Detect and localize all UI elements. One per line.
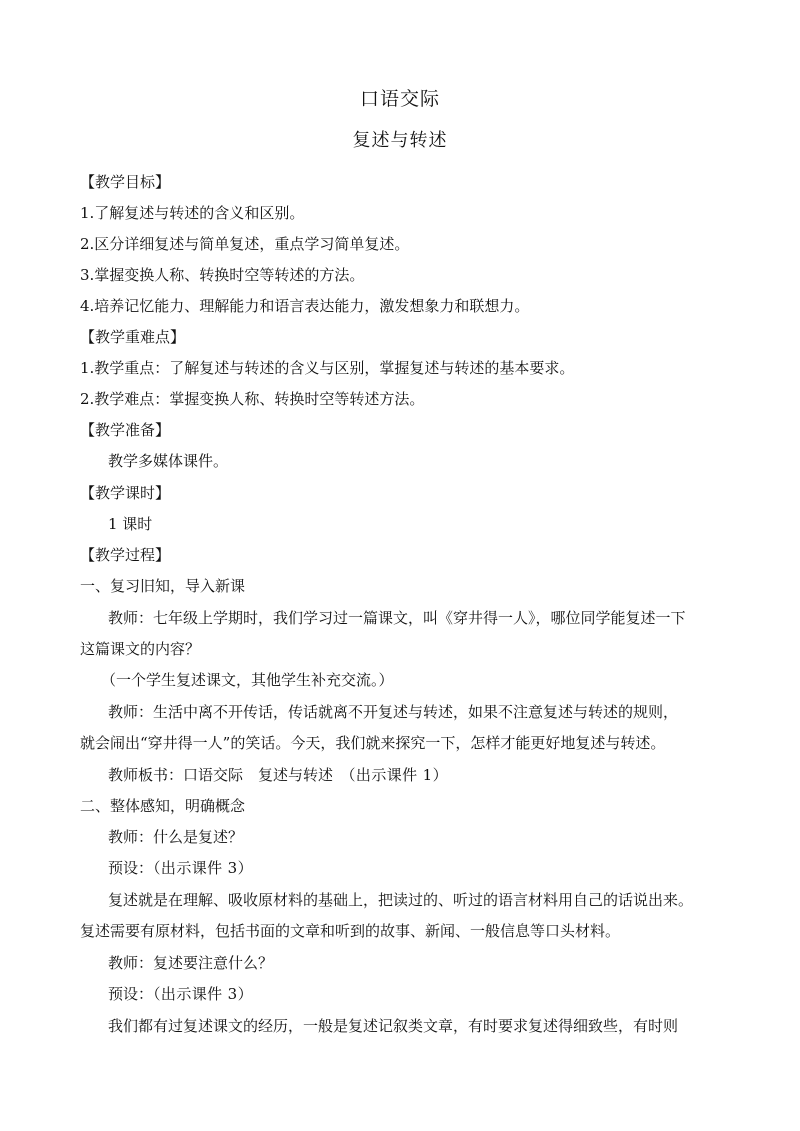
document-title: 口语交际 [359, 88, 440, 110]
section-heading-keypoints: 【教学重难点】 [80, 328, 186, 346]
paragraph-line [108, 984, 253, 1004]
paragraph-line: 复述需要有原材料，包括书面的文章和听到的故事、新闻、一般信息等口头材料。 [80, 922, 621, 940]
slide-reference: （出示课件 1） [348, 766, 449, 784]
paragraph-line [108, 765, 448, 785]
step-heading: 二、整体感知，明确概念 [80, 797, 246, 815]
paragraph-line: 我们都有过复述课文的经历，一般是复述记叙类文章，有时要求复述得细致些，有时则 [108, 1017, 679, 1035]
paragraph-line: 教师：生活中离不开传话，传话就离不开复述与转述，如果不注意复述与转述的规则， [108, 703, 679, 721]
preset-label: 预设： [108, 859, 154, 877]
preset-label: 预设： [108, 985, 154, 1003]
preparation-text: 教学多媒体课件。 [108, 452, 229, 470]
hours-text: 1 课时 [108, 515, 153, 533]
section-heading-preparation: 【教学准备】 [80, 421, 171, 439]
slide-reference: （出示课件 3） [153, 859, 254, 877]
paragraph-line: 教师：什么是复述？ [108, 828, 244, 846]
section-heading-process: 【教学过程】 [80, 546, 171, 564]
paragraph-line: （一个学生复述课文，其他学生补充交流。） [101, 671, 394, 689]
paragraph-line: 教师：复述要注意什么？ [108, 954, 274, 972]
paragraph-line: 就会闹出“穿井得一人”的笑话。今天，我们就来探究一下，怎样才能更好地复述与转述。 [80, 734, 666, 752]
keypoint-item: 1.教学重点：了解复述与转述的含义与区别，掌握复述与转述的基本要求。 [80, 359, 575, 377]
paragraph-line: 复述就是在理解、吸收原材料的基础上，把读过的、听过的语言材料用自己的话说出来。 [108, 891, 694, 909]
step-heading: 一、复习旧知，导入新课 [80, 577, 246, 595]
section-heading-objectives: 【教学目标】 [80, 173, 171, 191]
objective-item: 3.掌握变换人称、转换时空等转述的方法。 [80, 266, 365, 284]
paragraph-line: 这篇课文的内容？ [80, 640, 201, 658]
objective-item: 4.培养记忆能力、理解能力和语言表达能力，激发想象力和联想力。 [80, 297, 530, 315]
board-text: 教师板书：口语交际 复述与转述 [108, 766, 349, 784]
objective-item: 1.了解复述与转述的含义和区别。 [80, 204, 305, 222]
document-subtitle: 复述与转述 [352, 130, 448, 151]
paragraph-line: 教师：七年级上学期时，我们学习过一篇课文，叫《穿井得一人》，哪位同学能复述一下 [108, 609, 686, 627]
slide-reference: （出示课件 3） [153, 985, 254, 1003]
objective-item: 2.区分详细复述与简单复述，重点学习简单复述。 [80, 235, 410, 253]
section-heading-hours: 【教学课时】 [80, 484, 171, 502]
paragraph-line [108, 858, 253, 878]
keypoint-item: 2.教学难点：掌握变换人称、转换时空等转述方法。 [80, 390, 425, 408]
